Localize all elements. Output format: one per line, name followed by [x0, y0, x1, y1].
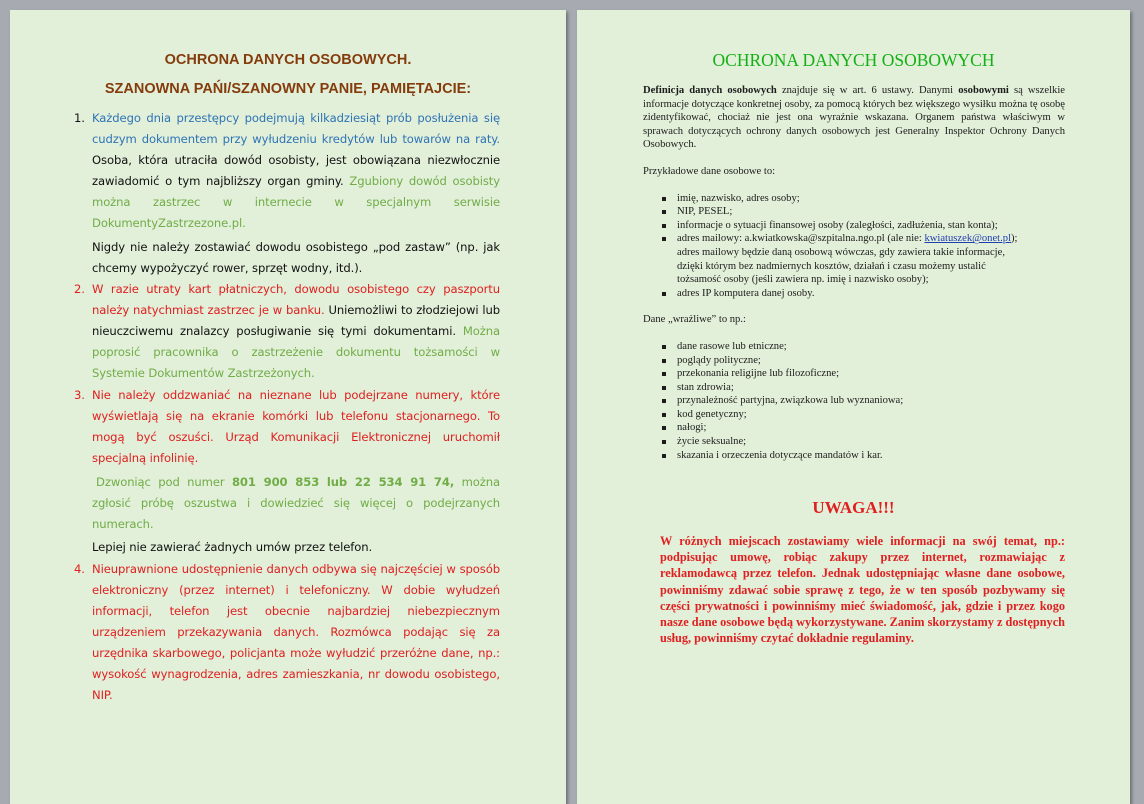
list-text: można zgłosić próbę oszustwa i dowiedzieć się więcej o podejrzanych numerach. — [92, 475, 500, 531]
list-text: Lepiej nie zawierać żadnych umów przez telefon. — [92, 540, 373, 554]
list-item: imię, nazwisko, adres osoby; — [643, 192, 1065, 206]
list-item: kod genetyczny; — [643, 408, 1065, 422]
definition-paragraph: Definicja danych osobowych znajduje się w art. 6 ustawy. Danymi osobowymi są wszelkie informacje dotyczące konkretnej osoby, za pomocą których bez większego wysiłku można tę osobę zidentyfikować, chociaż nie jest ona wyraźnie wskazana. Organem państwa właściwym w sprawach dotyczących ochrony danych osobowych jest Generalny Inspektor Ochrony Danych Osobowych. — [643, 85, 1065, 151]
list-text: Zgubiony dowód osobisty można zastrzec w internecie w specjalnym serwisie DokumentyZastrzezone.pl. — [92, 174, 500, 230]
list-item: życie seksualne; — [643, 435, 1065, 449]
list-item: dane rasowe lub etniczne; — [643, 340, 1065, 354]
list-text: Dzwoniąc pod numer — [96, 475, 225, 489]
document-page-right — [577, 10, 1130, 804]
list-text: Uniemożliwi to złodziejowi lub nieuczciwemu znalazcy posługiwanie się tymi dokumentami. — [92, 303, 500, 338]
page-subtitle: SZANOWNA PAŃI/SZANOWNY PANIE, PAMIĘTAJCIE: — [104, 81, 472, 97]
list-item: przynależność partyjna, związkowa lub wyznaniowa; — [643, 394, 1065, 408]
list-number: 2. — [74, 282, 85, 296]
list-item: NIP, PESEL; — [643, 205, 1065, 219]
phone-numbers: 801 900 853 lub 22 534 91 74, — [231, 475, 455, 489]
page-title: OCHRONA DANYCH OSOBOWYCH. — [164, 52, 412, 68]
warning-paragraph: W różnych miejscach zostawiamy wiele informacji na swój temat, np.: podpisując umowę, robiąc zakupy przez internet, rozmawiając z reklamodawcą przez telefon. Jednak udostępniając własne dane osobowe, powinniśmy zdawać sobie sprawę z tego, że w ten sposób pozbywamy się części prywatności i powinniśmy mieć świadomość, jak, gdzie i przez kogo nasze dane osobowe będą wykorzystywane. Zanim skorzystamy z dostępnych usług, powinniśmy czytać dokładnie regulaminy. — [660, 534, 1065, 646]
examples-heading: Przykładowe dane osobowe to: — [643, 165, 776, 177]
examples-list — [643, 192, 1065, 301]
email-link[interactable]: kwiatuszek@onet.pl — [924, 233, 1012, 245]
warning-title: UWAGA!!! — [812, 498, 895, 517]
list-item — [74, 385, 500, 558]
list-item: adres IP komputera danej osoby. — [643, 287, 1065, 301]
document-body — [643, 84, 1065, 462]
list-text: Nigdy nie należy zostawiać dowodu osobistego „pod zastaw” (np. jak chcemy wypożyczyć rower, sprzęt wodny, itd.). — [92, 240, 500, 275]
list-item: stan zdrowia; — [643, 381, 1065, 395]
list-item: poglądy polityczne; — [643, 354, 1065, 368]
list-item: informacje o sytuacji finansowej osoby (zaległości, zadłużenia, stan konta); — [643, 219, 1065, 233]
numbered-list — [74, 108, 500, 706]
list-number: 3. — [74, 388, 85, 402]
list-item: nałogi; — [643, 421, 1065, 435]
list-text: Osoba, która utraciła dowód osobisty, jest obowiązana niezwłocznie zawiadomić o tym najbliższy organ gminy. — [92, 153, 500, 188]
sensitive-list — [643, 340, 1065, 462]
list-item — [74, 108, 500, 279]
page-title: OCHRONA DANYCH OSOBOWYCH — [712, 50, 995, 70]
document-page-left — [10, 10, 566, 804]
list-number: 4. — [74, 562, 85, 576]
list-item — [74, 279, 500, 384]
list-text: Nieuprawnione udostępnienie danych odbywa się najczęściej w sposób elektroniczny (przez internet) i telefoniczny. W dobie wyłudzeń informacji, telefon jest obecnie najbardziej niebezpiecznym urządzeniem przekazywania danych. Rozmówca podając się za urzędnika skarbowego, policjanta może wyłudzić przeróżne dane, np.: wysokość wynagrodzenia, adres zamieszkania, nr dowodu osobistego, NIP. — [92, 562, 500, 702]
list-text: Nie należy oddzwaniać na nieznane lub podejrzane numery, które wyświetlają się na ekranie komórki lub telefonu stacjonarnego. To mogą być oszuści. Urząd Komunikacji Elektronicznej uruchomił specjalną infolinię. — [92, 388, 500, 465]
list-text: Można poprosić pracownika o zastrzeżenie dokumentu tożsamości w Systemie Dokumentów Zastrzeżonych. — [92, 324, 500, 380]
list-item — [74, 559, 500, 706]
definition-term: Definicja danych osobowych — [643, 85, 777, 96]
list-text: W razie utraty kart płatniczych, dowodu osobistego czy paszportu należy natychmiast zastrzec je w banku. — [92, 282, 500, 317]
sensitive-heading: Dane „wrażliwe” to np.: — [643, 314, 746, 326]
list-number: 1. — [74, 111, 85, 125]
list-item: przekonania religijne lub filozoficzne; — [643, 367, 1065, 381]
list-item: adres mailowy: a.kwiatkowska@szpitalna.ngo.pl (ale nie: kwiatuszek@onet.pl); adres mailowy będzie daną osobową wówczas, gdy zawiera takie informacje, dzięki którym bez nadmiernych kosztów, działań i czasu możemy ustalić tożsamość osoby (jeśli zawiera np. imię i nazwisko osoby); — [643, 232, 1065, 286]
list-text: Każdego dnia przestępcy podejmują kilkadziesiąt prób posłużenia się cudzym dokumentem przy wyłudzeniu kredytów lub towarów na raty. — [92, 111, 500, 146]
list-item: skazania i orzeczenia dotyczące mandatów i kar. — [643, 449, 1065, 463]
